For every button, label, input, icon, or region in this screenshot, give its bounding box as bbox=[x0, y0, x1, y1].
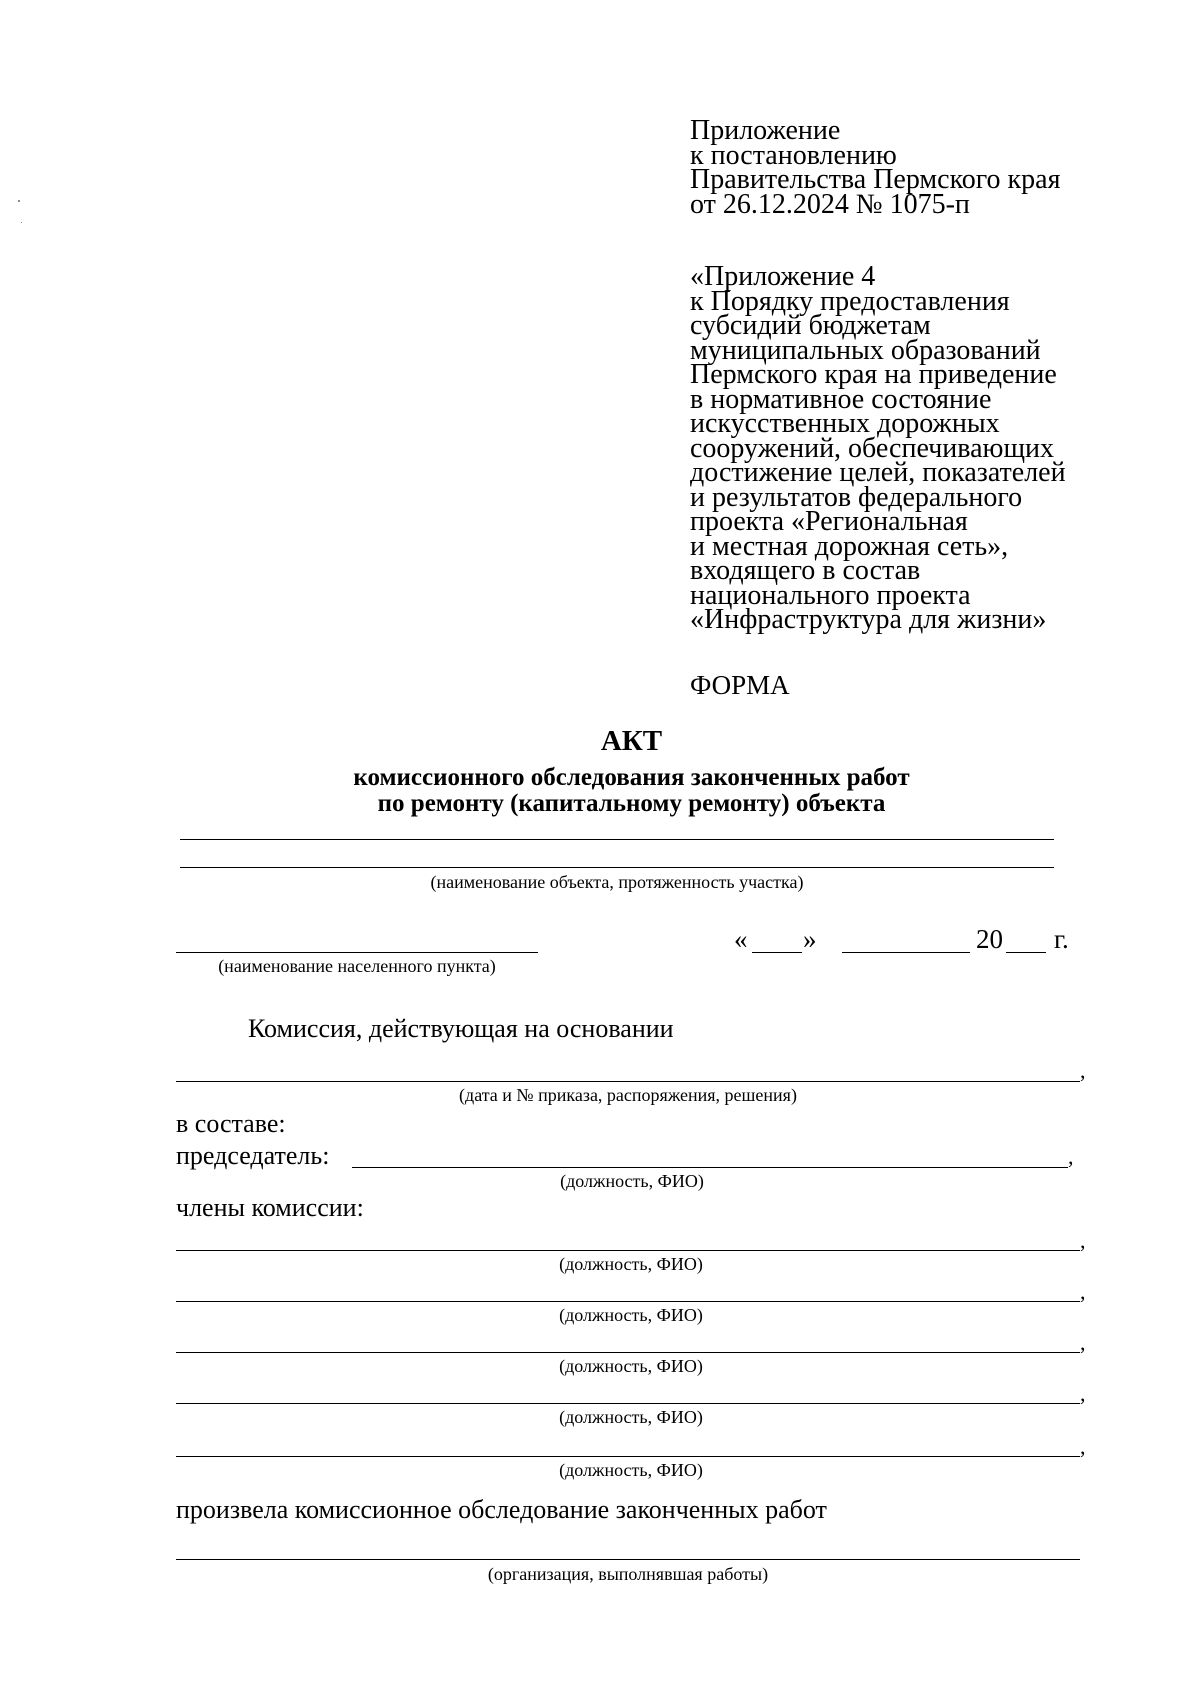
appendix-line: к постановлению bbox=[690, 139, 897, 171]
conducted-text: произвела комиссионное обследование законченных работ bbox=[176, 1495, 827, 1524]
member-caption: (должность, ФИО) bbox=[559, 1254, 703, 1274]
appendix-line: Приложение bbox=[690, 115, 841, 146]
member-line-3[interactable] bbox=[176, 1352, 1080, 1353]
appendix-line: и местная дорожная сеть», bbox=[690, 530, 1009, 562]
member-line-2[interactable] bbox=[176, 1301, 1080, 1302]
scan-speck bbox=[21, 222, 22, 223]
act-subtitle-line: по ремонту (капитальному ремонту) объекта bbox=[377, 790, 886, 817]
chairman-caption: (должность, ФИО) bbox=[560, 1171, 704, 1191]
settlement-line[interactable] bbox=[176, 952, 538, 953]
member-caption: (должность, ФИО) bbox=[559, 1356, 703, 1376]
date-open-quote: « bbox=[734, 924, 748, 954]
form-label: ФОРМА bbox=[690, 670, 790, 700]
appendix-line: муниципальных образований bbox=[690, 334, 1041, 366]
member-line-comma: , bbox=[1080, 1228, 1086, 1253]
chairman-line-comma: , bbox=[1068, 1144, 1074, 1169]
appendix-line: и результатов федерального bbox=[690, 481, 1023, 513]
object-name-caption: (наименование объекта, протяженность участка) bbox=[430, 872, 804, 892]
act-subtitle-line: комиссионного обследования законченных работ bbox=[353, 764, 910, 791]
member-line-comma: , bbox=[1080, 1279, 1086, 1304]
date-day-blank[interactable] bbox=[752, 952, 802, 953]
member-caption: (должность, ФИО) bbox=[559, 1460, 703, 1480]
appendix-line: сооружений, обеспечивающих bbox=[690, 432, 1054, 464]
order-line[interactable] bbox=[176, 1081, 1080, 1082]
appendix-line: Пермского края на приведение bbox=[690, 359, 1057, 390]
organization-caption: (организация, выполнявшая работы) bbox=[487, 1564, 769, 1584]
chairman-label: председатель: bbox=[176, 1141, 330, 1170]
date-year-prefix: 20 bbox=[976, 924, 1003, 954]
commission-intro: Комиссия, действующая на основании bbox=[248, 1014, 674, 1043]
date-field bbox=[734, 924, 748, 954]
member-line-comma: , bbox=[1080, 1434, 1086, 1459]
appendix-line: входящего в состав bbox=[690, 555, 921, 586]
member-line-5[interactable] bbox=[176, 1456, 1080, 1457]
member-line-1[interactable] bbox=[176, 1250, 1080, 1251]
appendix-line: «Приложение 4 bbox=[690, 261, 876, 292]
member-line-4[interactable] bbox=[176, 1403, 1080, 1404]
member-caption: (должность, ФИО) bbox=[559, 1407, 703, 1427]
scan-speck bbox=[18, 200, 20, 202]
appendix-line: в нормативное состояние bbox=[690, 383, 992, 415]
chairman-line[interactable] bbox=[352, 1167, 1068, 1168]
appendix-line: достижение целей, показателей bbox=[690, 457, 1066, 488]
organization-line[interactable] bbox=[176, 1559, 1080, 1560]
appendix-line: субсидий бюджетам bbox=[690, 310, 931, 341]
settlement-caption: (наименование населенного пункта) bbox=[218, 956, 496, 976]
appendix-line: к Порядку предоставления bbox=[690, 285, 1010, 317]
date-year-suffix: г. bbox=[1054, 924, 1069, 954]
appendix-line: «Инфраструктура для жизни» bbox=[690, 604, 1047, 635]
member-line-comma: , bbox=[1080, 1381, 1086, 1406]
date-year-blank[interactable] bbox=[1006, 952, 1046, 953]
act-subtitle bbox=[0, 765, 1200, 817]
appendix-line: проекта «Региональная bbox=[690, 506, 968, 537]
date-month-blank[interactable] bbox=[842, 952, 970, 953]
appendix-4-block bbox=[690, 261, 1066, 635]
members-label: члены комиссии: bbox=[176, 1193, 364, 1222]
object-name-line-2[interactable] bbox=[180, 867, 1054, 868]
appendix-line: Правительства Пермского края bbox=[690, 164, 1061, 195]
appendix-line: искусственных дорожных bbox=[690, 408, 1000, 439]
composition-label: в составе: bbox=[176, 1109, 286, 1138]
order-line-comma: , bbox=[1080, 1058, 1086, 1083]
member-caption: (должность, ФИО) bbox=[559, 1305, 703, 1325]
appendix-line: от 26.12.2024 № 1075-п bbox=[690, 188, 970, 220]
order-caption: (дата и № приказа, распоряжения, решения) bbox=[459, 1085, 797, 1105]
appendix-line: национального проекта bbox=[690, 579, 971, 611]
act-title: АКТ bbox=[600, 725, 663, 757]
appendix-header bbox=[690, 115, 1061, 220]
object-name-line-1[interactable] bbox=[180, 839, 1054, 840]
member-line-comma: , bbox=[1080, 1330, 1086, 1355]
date-close-quote: » bbox=[803, 924, 817, 954]
